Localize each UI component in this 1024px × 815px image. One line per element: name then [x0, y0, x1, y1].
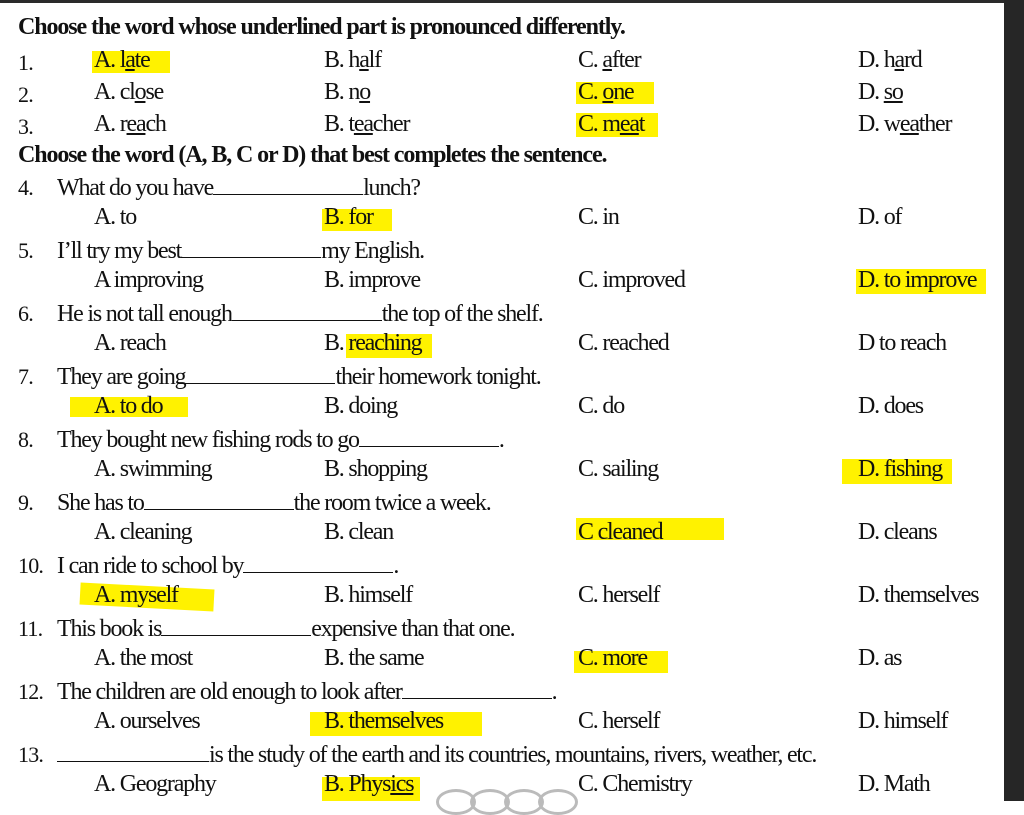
- question-text: The children are old enough to look after .: [57, 676, 556, 706]
- question-number: 5.: [18, 238, 33, 263]
- option-c: C. meat: [578, 111, 645, 137]
- question-number: 2.: [18, 82, 33, 107]
- question-text: She has to the room twice a week.: [57, 487, 491, 517]
- option-b: B. doing: [324, 393, 398, 419]
- option-c: C cleaned: [578, 519, 663, 545]
- option-a: A. the most: [94, 645, 193, 671]
- option-a: A. late: [94, 47, 150, 73]
- question-number: 3.: [18, 114, 33, 139]
- option-a: A. Geography: [94, 771, 216, 797]
- window-edge: [1004, 0, 1024, 801]
- option-c: C. after: [578, 47, 641, 73]
- option-c: C. improved: [578, 267, 685, 293]
- option-b: B. shopping: [324, 456, 427, 482]
- option-d: D. weather: [858, 111, 952, 137]
- section-heading-completion: Choose the word (A, B, C or D) that best completes the sentence.: [18, 142, 607, 168]
- option-b: B. the same: [324, 645, 424, 671]
- option-a: A. reach: [94, 330, 166, 356]
- question-number: 11.: [18, 616, 43, 641]
- option-c: C. one: [578, 79, 634, 105]
- option-d: D. cleans: [858, 519, 937, 545]
- option-d: D. to improve: [858, 267, 977, 293]
- option-c: C. more: [578, 645, 647, 671]
- option-c: C. in: [578, 204, 619, 230]
- option-b: B. Physics: [324, 771, 414, 797]
- question-number: 6.: [18, 301, 33, 326]
- top-border: [0, 0, 1004, 3]
- option-d: D. of: [858, 204, 902, 230]
- option-d: D. so: [858, 79, 903, 105]
- option-a: A. reach: [94, 111, 166, 137]
- question-text: He is not tall enough the top of the shelf.: [57, 298, 543, 328]
- option-a: A. to do: [94, 393, 163, 419]
- option-c: C. herself: [578, 708, 660, 734]
- question-text: They are going their homework tonight.: [57, 361, 541, 391]
- question-number: 12.: [18, 679, 44, 704]
- option-b: B. himself: [324, 582, 412, 608]
- question-text: I’ll try my best my English.: [57, 235, 424, 265]
- option-c: C. sailing: [578, 456, 659, 482]
- option-d: D. themselves: [858, 582, 979, 608]
- option-b: B. teacher: [324, 111, 410, 137]
- question-text: I can ride to school by .: [57, 550, 398, 580]
- option-a: A. cleaning: [94, 519, 192, 545]
- question-number: 13.: [18, 742, 44, 767]
- option-b: B. themselves: [324, 708, 444, 734]
- option-b: B. clean: [324, 519, 394, 545]
- question-text: is the study of the earth and its countries, mountains, rivers, weather, etc.: [57, 739, 816, 769]
- option-c: C. reached: [578, 330, 669, 356]
- option-d: D. as: [858, 645, 902, 671]
- option-a: A improving: [94, 267, 203, 293]
- option-d: D to reach: [858, 330, 946, 356]
- section-heading-pronunciation: Choose the word whose underlined part is pronounced differently.: [18, 14, 625, 40]
- option-b: B. improve: [324, 267, 420, 293]
- option-b: B. half: [324, 47, 381, 73]
- option-d: D. fishing: [858, 456, 943, 482]
- cutoff-shape: [538, 789, 578, 815]
- question-number: 8.: [18, 427, 33, 452]
- question-number: 9.: [18, 490, 33, 515]
- option-a: A. ourselves: [94, 708, 200, 734]
- question-number: 4.: [18, 175, 33, 200]
- question-number: 1.: [18, 50, 33, 75]
- option-d: D. does: [858, 393, 923, 419]
- option-a: A. myself: [94, 582, 178, 608]
- question-text: This book is expensive than that one.: [57, 613, 514, 643]
- question-number: 10.: [18, 553, 44, 578]
- option-a: A. close: [94, 79, 164, 105]
- option-b: B. no: [324, 79, 371, 105]
- question-text: What do you have lunch?: [57, 172, 420, 202]
- option-d: D. himself: [858, 708, 948, 734]
- option-b: B. for: [324, 204, 373, 230]
- question-number: 7.: [18, 364, 33, 389]
- question-text: They bought new fishing rods to go .: [57, 424, 504, 454]
- option-c: C. do: [578, 393, 625, 419]
- option-c: C. herself: [578, 582, 660, 608]
- option-d: D. hard: [858, 47, 922, 73]
- option-c: C. Chemistry: [578, 771, 692, 797]
- option-a: A. to: [94, 204, 137, 230]
- option-d: D. Math: [858, 771, 930, 797]
- option-b: B. reaching: [324, 330, 422, 356]
- option-a: A. swimming: [94, 456, 212, 482]
